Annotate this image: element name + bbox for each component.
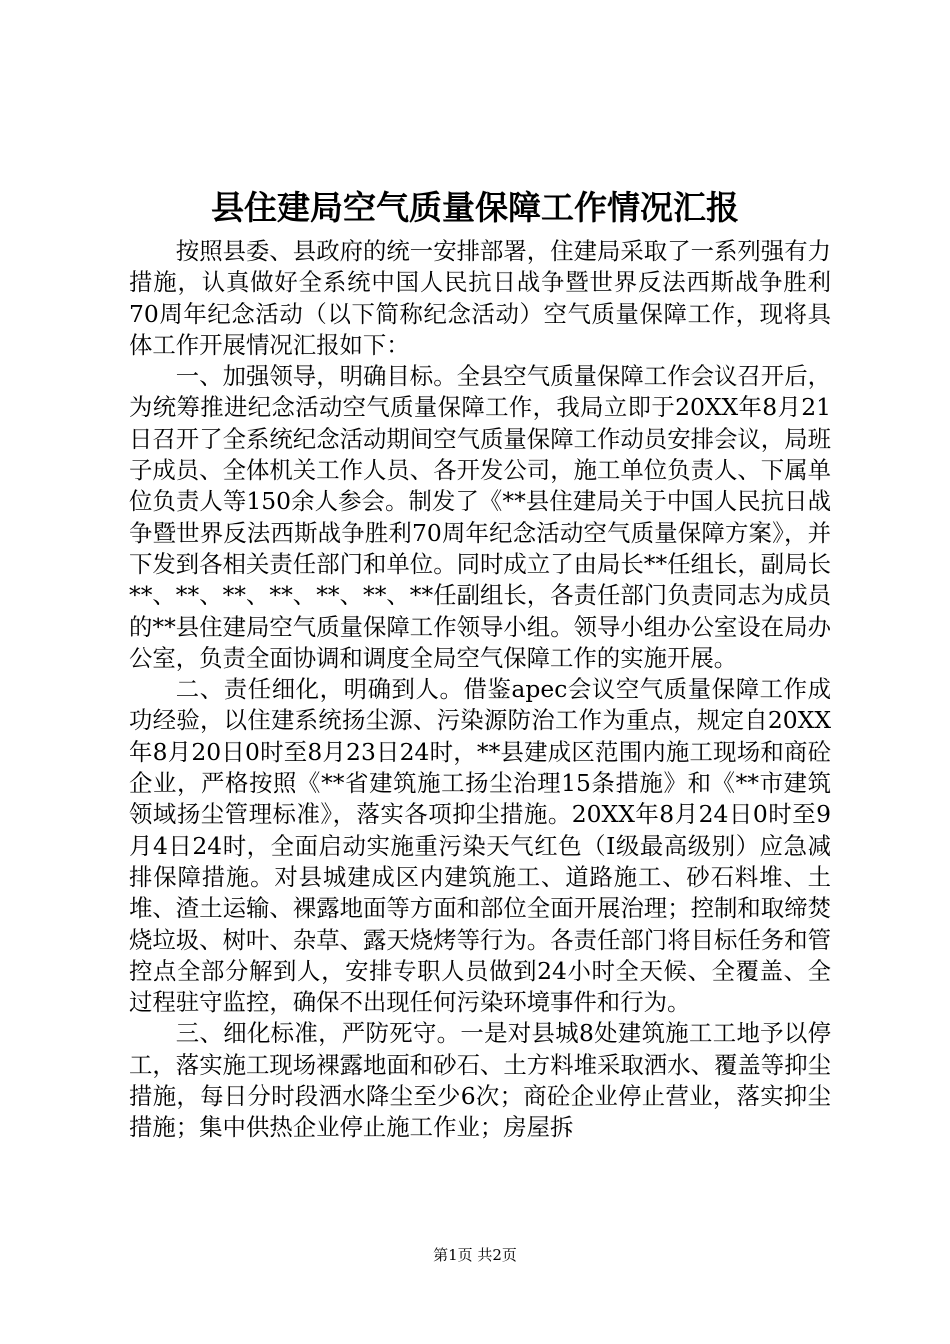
paragraph-section-1: 一、加强领导，明确目标。全县空气质量保障工作会议召开后，为统筹推进纪念活动空气质量保障工作，我局立即于20XX年8月21日召开了全系统纪念活动期间空气质量保障工作动员安排会议，局班子成员、全体机关工作人员、各开发公司，施工单位负责人、下属单位负责人等150余人参会。制发了《**县住建局关于中国人民抗日战争暨世界反法西斯战争胜利70周年纪念活动空气质量保障方案》，并下发到各相关责任部门和单位。同时成立了由局长**任组长，副局长**、**、**、**、**、**、**任副组长，各责任部门负责同志为成员的**县住建局空气质量保障工作领导小组。领导小组办公室设在局办公室，负责全面协调和调度全局空气保障工作的实施开展。: [129, 362, 831, 672]
paragraph-section-2: 二、责任细化，明确到人。借鉴apec会议空气质量保障工作成功经验，以住建系统扬尘源、污染源防治工作为重点，规定自20XX年8月20日0时至8月23日24时，**县建成区范围内施工现场和商砼企业，严格按照《**省建筑施工扬尘治理15条措施》和《**市建筑领域扬尘管理标准》，落实各项抑尘措施。20XX年8月24日0时至9月4日24时，全面启动实施重污染天气红色（Ⅰ级最高级别）应急减排保障措施。对县城建成区内建筑施工、道路施工、砂石料堆、土堆、渣土运输、裸露地面等方面和部位全面开展治理；控制和取缔焚烧垃圾、树叶、杂草、露天烧烤等行为。各责任部门将目标任务和管控点全部分解到人，安排专职人员做到24小时全天候、全覆盖、全过程驻守监控，确保不出现任何污染环境事件和行为。: [129, 675, 831, 1017]
document-body: [129, 236, 831, 1144]
document-title: 县住建局空气质量保障工作情况汇报: [211, 188, 739, 227]
paragraph-section-3: 三、细化标准，严防死守。一是对县城8处建筑施工工地予以停工，落实施工现场裸露地面和砂石、土方料堆采取洒水、覆盖等抑尘措施，每日分时段洒水降尘至少6次；商砼企业停止营业，落实抑尘措施；集中供热企业停止施工作业；房屋拆: [129, 1019, 831, 1142]
paragraph-intro: 按照县委、县政府的统一安排部署，住建局采取了一系列强有力措施，认真做好全系统中国人民抗日战争暨世界反法西斯战争胜利70周年纪念活动（以下简称纪念活动）空气质量保障工作，现将具体工作开展情况汇报如下：: [129, 237, 831, 359]
page-number: 第1页 共2页: [433, 1246, 517, 1264]
